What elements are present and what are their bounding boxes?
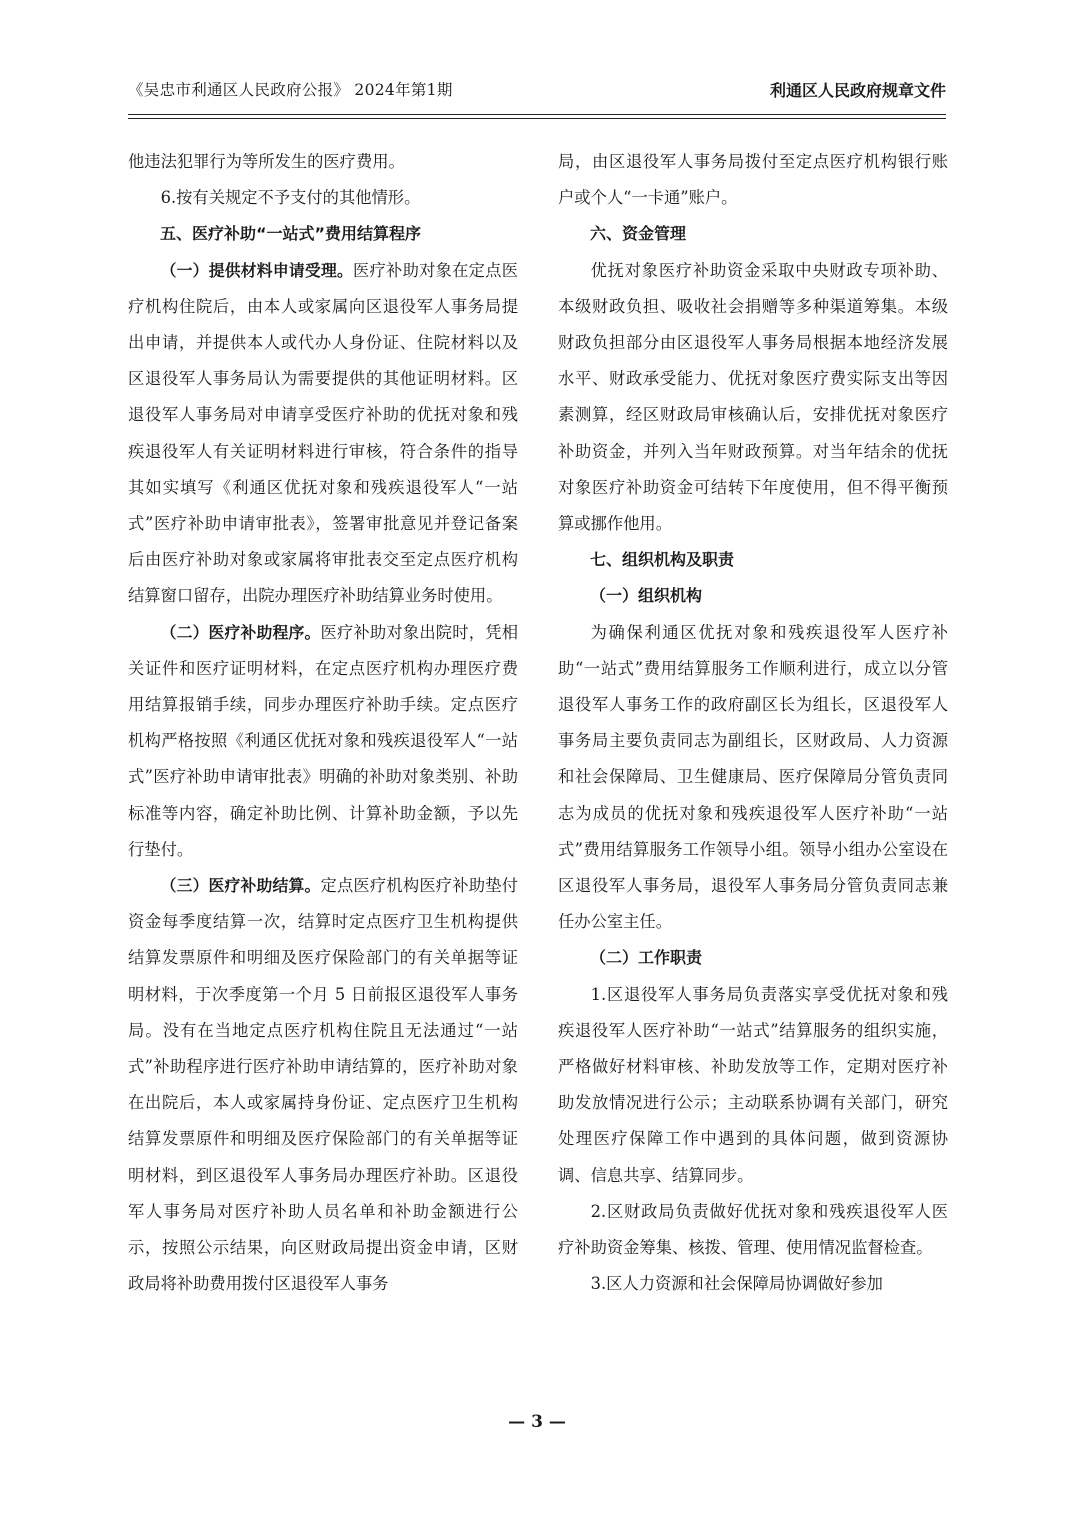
paragraph: 为确保利通区优抚对象和残疾退役军人医疗补助“一站式”费用结算服务工作顺利进行，成立以分管退役军人事务工作的政府副区长为组长，区退役军人事务局主要负责同志为副组长，区财政局、人力资源和社会保障局、卫生健康局、医疗保障局分管负责同志为成员的优抚对象和残疾退役军人医疗补助“一站式”费用结算服务工作领导小组。领导小组办公室设在区退役军人事务局，退役军人事务局分管负责同志兼任办公室主任。 xyxy=(558,622,948,932)
section-title: 利通区人民政府规章文件 xyxy=(769,81,946,100)
subsection-heading-1: （一）组织机构 xyxy=(590,586,703,606)
subsection-lead: （三）医疗补助结算。 xyxy=(160,876,321,896)
right-column xyxy=(558,144,948,1303)
section-heading-5: 五、医疗补助“一站式”费用结算程序 xyxy=(160,224,422,244)
running-header xyxy=(128,78,946,102)
subsection-lead: （二）医疗补助程序。 xyxy=(160,622,321,642)
section-heading-6: 六、资金管理 xyxy=(590,224,687,244)
header-rule-bottom xyxy=(128,118,946,119)
duty-item: 2.区财政局负责做好优抚对象和残疾退役军人医疗补助资金筹集、核拨、管理、使用情况监督检查。 xyxy=(558,1201,948,1258)
subsection-lead: （一）提供材料申请受理。 xyxy=(160,260,354,280)
paragraph: 优抚对象医疗补助资金采取中央财政专项补助、本级财政负担、吸收社会捐赠等多种渠道筹集。本级财政负担部分由区退役军人事务局根据本地经济发展水平、财政承受能力、优抚对象医疗费实际支出等因素测算，经区财政局审核确认后，安排优抚对象医疗补助资金，并列入当年财政预算。对当年结余的优抚对象医疗补助资金可结转下年度使用，但不得平衡预算或挪作他用。 xyxy=(558,260,948,534)
paragraph: 6.按有关规定不予支付的其他情形。 xyxy=(160,188,421,208)
journal-title: 《吴忠市利通区人民政府公报》 2024年第1期 xyxy=(128,81,453,99)
duty-item: 3.区人力资源和社会保障局协调做好参加 xyxy=(590,1274,883,1294)
subsection-text: 医疗补助对象出院时，凭相关证件和医疗证明材料，在定点医疗机构办理医疗费用结算报销手续，同步办理医疗补助手续。定点医疗机构严格按照《利通区优抚对象和残疾退役军人“一站式”医疗补助申请审批表》明确的补助对象类别、补助标准等内容，确定补助比例、计算补助金额，予以先行垫付。 xyxy=(128,622,518,859)
subsection-1-paragraph xyxy=(128,253,518,615)
subsection-2-paragraph xyxy=(128,615,518,868)
subsection-text: 医疗补助对象在定点医疗机构住院后，由本人或家属向区退役军人事务局提出申请，并提供本人或代办人身份证、住院材料以及区退役军人事务局认为需要提供的其他证明材料。区退役军人事务局对申请享受医疗补助的优抚对象和残疾退役军人有关证明材料进行审核，符合条件的指导其如实填写《利通区优抚对象和残疾退役军人“一站式”医疗补助申请审批表》，签署审批意见并登记备案后由医疗补助对象或家属将审批表交至定点医疗机构结算窗口留存，出院办理医疗补助结算业务时使用。 xyxy=(128,260,518,606)
paragraph: 他违法犯罪行为等所发生的医疗费用。 xyxy=(128,152,405,171)
page-number: — 3 — xyxy=(508,1412,566,1432)
paragraph: 局，由区退役军人事务局拨付至定点医疗机构银行账户或个人“一卡通”账户。 xyxy=(558,152,948,208)
subsection-text: 定点医疗机构医疗补助垫付资金每季度结算一次，结算时定点医疗卫生机构提供结算发票原件和明细及医疗保险部门的有关单据等证明材料，于次季度第一个月 5 日前报区退役军人事务局。没有在当地定点医疗机构住院且无法通过“一站式”补助程序进行医疗补助申请结算的，医疗补助对象在出院后，本人或家属持身份证、定点医疗卫生机构结算发票原件和明细及医疗保险部门的有关单据等证明材料，到区退役军人事务局办理医疗补助。区退役军人事务局对医疗补助人员名单和补助金额进行公示，按照公示结果，向区财政局提出资金申请，区财政局将补助费用拨付区退役军人事务 xyxy=(128,876,518,1294)
left-column xyxy=(128,144,518,1303)
subsection-heading-2: （二）工作职责 xyxy=(590,948,703,968)
subsection-3-paragraph xyxy=(128,868,518,1302)
header-rule-top xyxy=(128,114,946,115)
duty-item: 1.区退役军人事务局负责落实享受优抚对象和残疾退役军人医疗补助“一站式”结算服务的组织实施，严格做好材料审核、补助发放等工作，定期对医疗补助发放情况进行公示；主动联系协调有关部门，研究处理医疗保障工作中遇到的具体问题，做到资源协调、信息共享、结算同步。 xyxy=(558,984,948,1185)
section-heading-7: 七、组织机构及职责 xyxy=(590,550,735,570)
